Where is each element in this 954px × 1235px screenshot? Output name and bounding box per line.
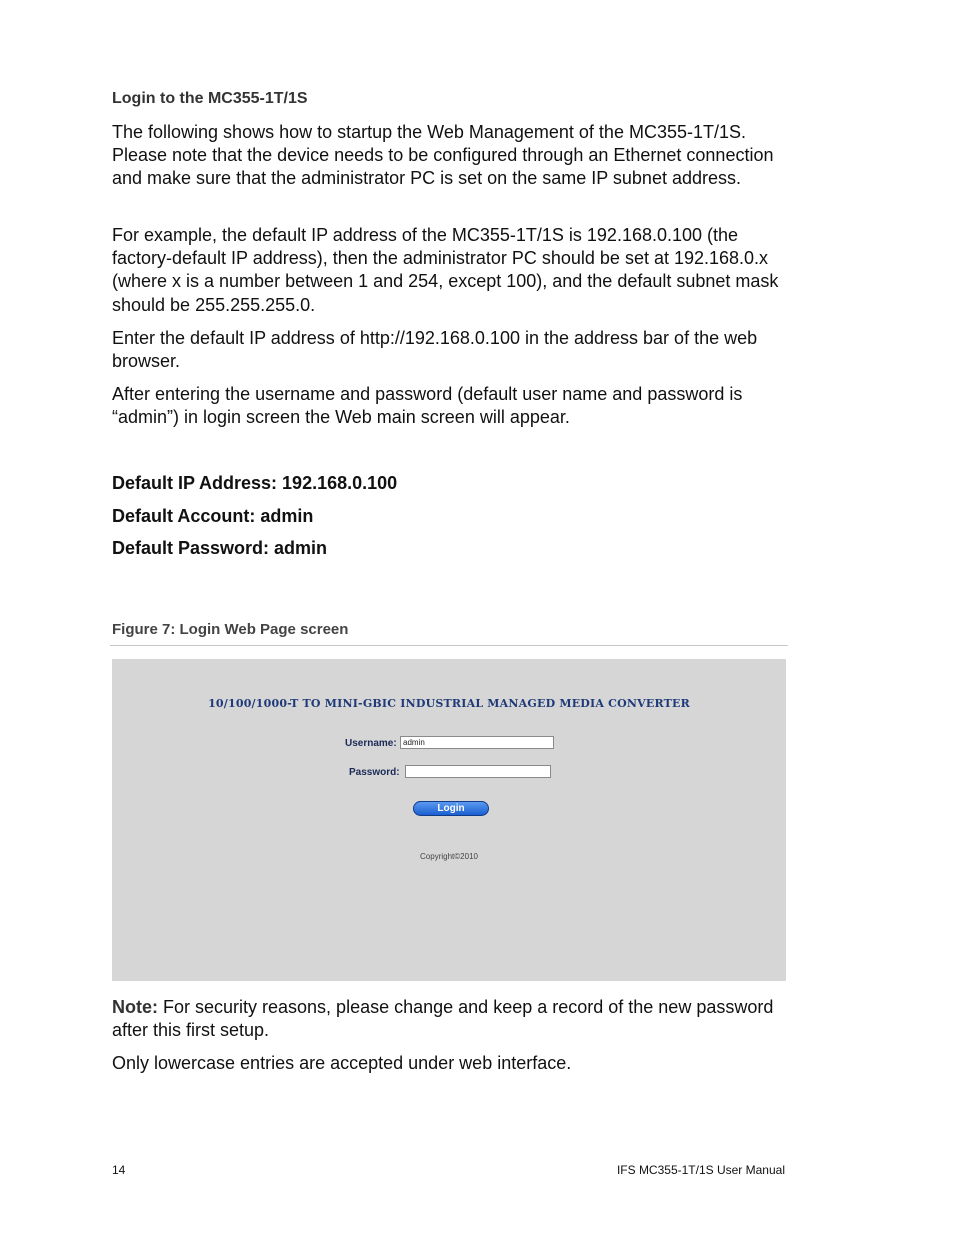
login-page-title: 10/100/1000-T TO MINI-GBIC INDUSTRIAL MANAGED MEDIA CONVERTER	[208, 697, 690, 710]
default-ip-address: Default IP Address: 192.168.0.100	[112, 473, 398, 493]
intro-paragraph: The following shows how to startup the Web Management of the MC355-1T/1S. Please note that the device needs to be configured through an Ethernet connection and make sure that the administrator PC is set on the same IP subnet address.	[112, 122, 774, 189]
section-heading: Login to the MC355-1T/1S	[112, 90, 308, 107]
caption-divider	[110, 645, 788, 646]
security-note	[112, 996, 802, 1042]
page-number: 14	[112, 1163, 126, 1177]
login-paragraph: After entering the username and password (default user name and password is “admin”) in login screen the Web main screen will appear.	[112, 384, 743, 428]
example-paragraph: For example, the default IP address of the MC355-1T/1S is 192.168.0.100 (the factory-default IP address), then the administrator PC should be set at 192.168.0.x (where x is a number between 1 and 254, except 100), and the default subnet mask should be 255.255.255.0.	[112, 225, 779, 315]
note-label: Note:	[112, 997, 158, 1017]
note-text: For security reasons, please change and keep a record of the new password after this first setup.	[112, 997, 774, 1041]
manual-title: IFS MC355-1T/1S User Manual	[616, 1163, 785, 1177]
login-button[interactable]: Login	[413, 801, 489, 816]
copyright-text: Copyright©2010	[420, 852, 478, 861]
address-bar-paragraph: Enter the default IP address of http://192.168.0.100 in the address bar of the web browser.	[112, 328, 758, 372]
default-password: Default Password: admin	[112, 538, 328, 558]
password-input[interactable]	[405, 765, 551, 778]
figure-caption: Figure 7: Login Web Page screen	[112, 621, 349, 638]
username-label: Username:	[345, 738, 397, 749]
default-account: Default Account: admin	[112, 506, 314, 526]
login-page-screenshot	[112, 659, 786, 981]
username-input[interactable]: admin	[400, 736, 554, 749]
password-label: Password:	[349, 767, 400, 778]
lowercase-note: Only lowercase entries are accepted under web interface.	[112, 1053, 572, 1073]
